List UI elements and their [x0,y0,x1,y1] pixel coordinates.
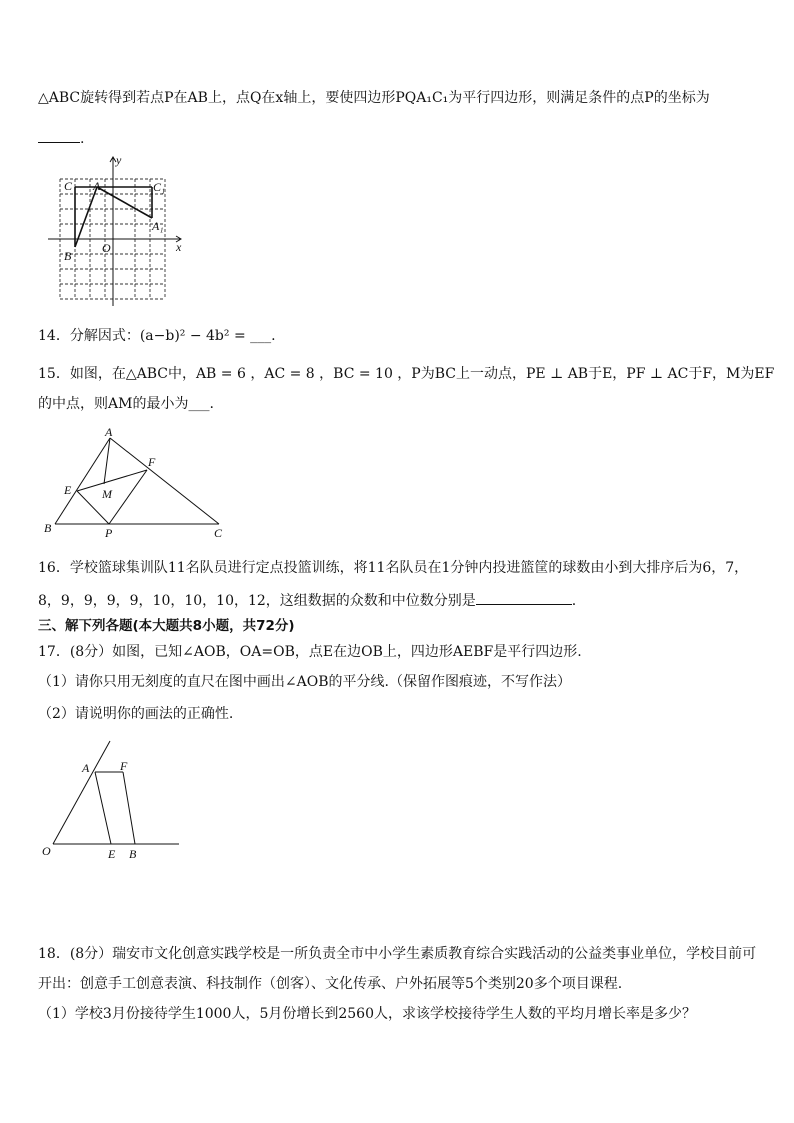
q15-line2: 的中点，则AM的最小为___. [38,396,214,412]
label-O: O [42,844,51,858]
label-B: B [64,249,72,263]
q18-line2: 开出：创意手工创意表演、科技制作（创客）、文化传承、户外拓展等5个类别20多个项目课程. [38,976,623,992]
q17-angle-figure [38,738,198,868]
label-F: F [148,455,156,469]
q17-stem: 17．(8分）如图，已知∠AOB，OA=OB，点E在边OB上，四边形AEBF是平行四边形. [38,644,582,660]
answer-blank [38,128,80,143]
segment-AB [75,187,97,247]
label-B: B [129,847,137,861]
q13-grid-figure [44,154,204,314]
label-M: M [102,487,112,501]
label-A: A [105,425,113,439]
answer-blank [476,590,572,605]
segment-AA1 [97,187,152,218]
label-A: A [93,179,101,193]
label-E: E [64,483,72,497]
q15-triangle-figure [38,426,238,541]
q17-part1: （1）请你只用无刻度的直尺在图中画出∠AOB的平分线.（保留作图痕迹，不写作法） [38,674,571,690]
q16-line2-end: . [571,593,577,609]
q16-line1: 16．学校篮球集训队11名队员进行定点投篮训练，将11名队员在1分钟内投进篮筐的球数由小到大排序后为6，7， [38,560,749,576]
label-P: P [105,526,113,540]
label-C: C [214,526,223,540]
q15-line1: 15．如图，在△ABC中，AB = 6 ，AC = 8 ，BC = 10 ，P为BC上一动点，PE ⊥ AB于E，PF ⊥ AC于F，M为EF [38,366,775,382]
q18-part1: （1）学校3月份接待学生1000人，5月份增长到2560人，求该学校接待学生人数的平均月增长率是多少？ [38,1006,696,1022]
label-C: C [64,179,73,193]
label-A1: A₁ [152,219,164,233]
label-x: x [176,240,182,254]
label-B: B [44,521,52,535]
label-F: F [120,759,128,773]
label-O: O [102,241,111,255]
q16-line2-text: 8，9，9，9，9，10，10，10，12，这组数据的众数和中位数分别是 [38,593,476,609]
section-title: 三、解下列各题(本大题共8小题，共72分) [38,618,295,634]
q13-line1: △ABC旋转得到若点P在AB上，点Q在x轴上，要使四边形PQA₁C₁为平行四边形，则满足条件的点P的坐标为 [38,90,710,106]
q18-line1: 18．(8分）瑞安市文化创意实践学校是一所负责全市中小学生素质教育综合实践活动的公益类事业单位，学校目前可 [38,946,757,962]
q14-text: 14．分解因式：(a−b)² − 4b² = ___. [38,328,276,344]
label-y: y [116,153,122,167]
q13-line2 [38,128,84,149]
q16-line2 [38,590,576,611]
label-A: A [82,761,90,775]
label-E: E [108,847,116,861]
label-C1: C₁ [153,180,166,194]
q17-part2: （2）请说明你的画法的正确性. [38,706,234,722]
q13-line2-end: . [80,131,85,147]
